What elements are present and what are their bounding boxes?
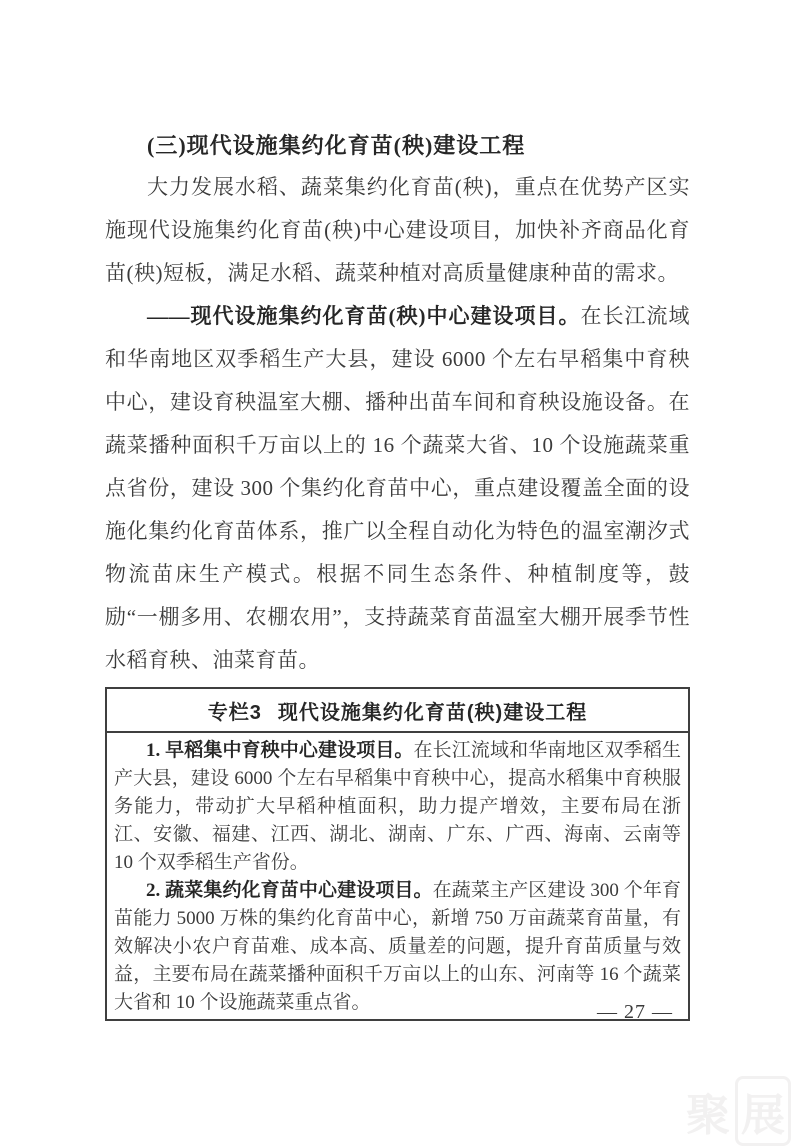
- column-box-title: 现代设施集约化育苗(秧)建设工程: [277, 701, 588, 724]
- box-item-text: 在蔬菜主产区建设 300 个年育苗能力 5000 万株的集约化育苗中心，新增 750 万亩蔬菜育苗量，有效解决小农户育苗难、成本高、质量差的问题，提升育苗质量与效益，主要布局在蔬菜播种面积千万亩以上的山东、河南等 16 个蔬菜大省和 10 个设施蔬菜重点省。: [114, 880, 681, 1013]
- body-paragraph: [105, 166, 690, 295]
- column-box-label: 专栏3: [207, 701, 262, 724]
- column-box: [105, 687, 690, 1021]
- column-box-body: [107, 733, 688, 1019]
- paragraph-bold-lead: ——现代设施集约化育苗(秧)中心建设项目。: [147, 304, 581, 328]
- paragraph-text: 大力发展水稻、蔬菜集约化育苗(秧)，重点在优势产区实施现代设施集约化育苗(秧)中心建设项目，加快补齐商品化育苗(秧)短板，满足水稻、蔬菜种植对高质量健康种苗的需求。: [105, 175, 690, 285]
- section-heading: (三)现代设施集约化育苗(秧)建设工程: [147, 133, 526, 158]
- box-item: [114, 877, 681, 1017]
- page-number: — 27 —: [597, 1001, 673, 1023]
- box-item-text: 在长江流域和华南地区双季稻生产大县，建设 6000 个左右早稻集中育秧中心，提高水稻集中育秧服务能力，带动扩大早稻种植面积，助力提产增效，主要布局在浙江、安徽、福建、江西、湖北、湖南、广东、广西、海南、云南等 10 个双季稻生产省份。: [114, 740, 681, 873]
- column-box-header: [107, 689, 688, 733]
- watermark-char: 聚: [686, 1091, 730, 1140]
- watermark: [686, 1076, 791, 1146]
- paragraph-text: 在长江流域和华南地区双季稻生产大县，建设 6000 个左右早稻集中育秧中心，建设育秧温室大棚、播种出苗车间和育秧设施设备。在蔬菜播种面积千万亩以上的 16 个蔬菜大省、10 个设施蔬菜重点省份，建设 300 个集约化育苗中心，重点建设覆盖全面的设施化集约化育苗体系，推广以全程自动化为特色的温室潮汐式物流苗床生产模式。根据不同生态条件、种植制度等，鼓励“一棚多用、农棚农用”，支持蔬菜育苗温室大棚开展季节性水稻育秧、油菜育苗。: [105, 304, 690, 672]
- box-item-bold-lead: 2. 蔬菜集约化育苗中心建设项目。: [146, 880, 433, 901]
- page-content: [105, 132, 690, 1021]
- watermark-char-boxed: 展: [735, 1076, 791, 1146]
- box-item-bold-lead: 1. 早稻集中育秧中心建设项目。: [146, 740, 414, 761]
- body-paragraph: [105, 295, 690, 682]
- box-item: [114, 737, 681, 877]
